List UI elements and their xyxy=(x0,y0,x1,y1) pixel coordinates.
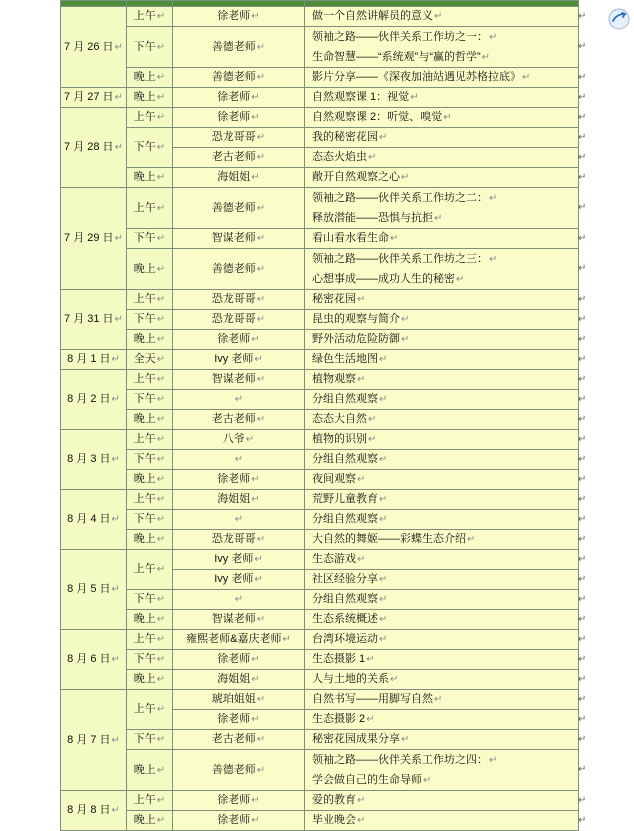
date-cell: 8 月 2 日↵ xyxy=(61,370,127,430)
topic-cell: 分组自然观察↵ xyxy=(305,450,579,470)
teacher-cell: 老古老师↵ xyxy=(173,410,305,430)
date-cell: 8 月 5 日↵ xyxy=(61,550,127,630)
teacher-cell: 善德老师↵ xyxy=(173,27,305,68)
topic-cell: 影片分享——《深夜加油站遇见苏格拉底》↵ xyxy=(305,68,579,88)
time-cell: 上午↵ xyxy=(127,490,173,510)
teacher-cell: 智谋老师↵ xyxy=(173,370,305,390)
time-cell: 晚上↵ xyxy=(127,249,173,290)
topic-cell: 荒野儿童教育↵ xyxy=(305,490,579,510)
teacher-cell: 海姐姐↵ xyxy=(173,168,305,188)
topic-cell: 秘密花园↵ xyxy=(305,290,579,310)
topic-cell: 分组自然观察↵ xyxy=(305,590,579,610)
teacher-cell: 海姐姐↵ xyxy=(173,490,305,510)
row-end-mark: ↵ xyxy=(578,713,587,725)
date-cell: 8 月 3 日↵ xyxy=(61,430,127,490)
teacher-cell: 善德老师↵ xyxy=(173,750,305,791)
teacher-cell: 智谋老师↵ xyxy=(173,610,305,630)
time-cell: 下午↵ xyxy=(127,650,173,670)
topic-cell: 生态系统概述↵ xyxy=(305,610,579,630)
table-row xyxy=(61,590,579,610)
row-end-mark: ↵ xyxy=(578,263,587,274)
topic-cell: 敞开自然观察之心↵ xyxy=(305,168,579,188)
topic-cell: 绿色生活地图↵ xyxy=(305,350,579,370)
row-end-mark: ↵ xyxy=(578,10,587,22)
topic-cell: 生态游戏↵ xyxy=(305,550,579,570)
row-end-mark: ↵ xyxy=(578,733,587,745)
topic-cell: 自然观察课 2：听觉、嗅觉↵ xyxy=(305,108,579,128)
row-end-mark: ↵ xyxy=(578,453,587,465)
time-cell: 上午↵ xyxy=(127,290,173,310)
time-cell: 上午↵ xyxy=(127,791,173,811)
topic-cell: 分组自然观察↵ xyxy=(305,510,579,530)
date-cell: 8 月 8 日↵ xyxy=(61,791,127,831)
row-end-mark: ↵ xyxy=(578,393,587,405)
row-end-mark: ↵ xyxy=(578,673,587,685)
table-row xyxy=(61,108,579,128)
table-row xyxy=(61,530,579,550)
topic-cell: 态态大自然↵ xyxy=(305,410,579,430)
time-cell: 下午↵ xyxy=(127,229,173,249)
topic-cell: 秘密花园成果分享↵ xyxy=(305,730,579,750)
topic-cell: 夜间观察↵ xyxy=(305,470,579,490)
teacher-cell: ↵ xyxy=(173,390,305,410)
time-cell: 下午↵ xyxy=(127,27,173,68)
table-row xyxy=(61,811,579,831)
topic-cell: 看山看水看生命↵ xyxy=(305,229,579,249)
topic-cell: 植物的识别↵ xyxy=(305,430,579,450)
teacher-cell: Ivy 老师↵ xyxy=(173,550,305,570)
teacher-cell: 徐老师↵ xyxy=(173,108,305,128)
time-cell: 上午↵ xyxy=(127,430,173,450)
teacher-cell: 恐龙哥哥↵ xyxy=(173,530,305,550)
topic-cell: 生态摄影 1↵ xyxy=(305,650,579,670)
teacher-cell: 老古老师↵ xyxy=(173,148,305,168)
topic-cell: 人与土地的关系↵ xyxy=(305,670,579,690)
table-row xyxy=(61,188,579,229)
row-end-mark: ↵ xyxy=(578,91,587,103)
topic-cell: 领袖之路——伙伴关系工作坊之三：↵ 心想事成——成功人生的秘密↵ xyxy=(305,249,579,290)
row-end-mark: ↵ xyxy=(578,353,587,365)
topic-cell: 昆虫的观察与简介↵ xyxy=(305,310,579,330)
time-cell: 上午↵ xyxy=(127,630,173,650)
time-cell: 上午↵ xyxy=(127,690,173,730)
table-row xyxy=(61,168,579,188)
table-row xyxy=(61,370,579,390)
table-row xyxy=(61,730,579,750)
teacher-cell: 徐老师↵ xyxy=(173,330,305,350)
topic-cell: 植物观察↵ xyxy=(305,370,579,390)
time-cell: 晚上↵ xyxy=(127,811,173,831)
topic-cell: 爱的教育↵ xyxy=(305,791,579,811)
row-end-mark: ↵ xyxy=(578,513,587,525)
topic-cell: 毕业晚会↵ xyxy=(305,811,579,831)
table-row xyxy=(61,410,579,430)
date-cell: 7 月 26 日↵ xyxy=(61,7,127,88)
row-end-mark: ↵ xyxy=(578,111,587,123)
topic-cell: 我的秘密花园↵ xyxy=(305,128,579,148)
row-end-mark: ↵ xyxy=(578,633,587,645)
teacher-cell: 雍熙老师&嘉庆老师↵ xyxy=(173,630,305,650)
date-cell: 8 月 6 日↵ xyxy=(61,630,127,690)
teacher-cell: 恐龙哥哥↵ xyxy=(173,290,305,310)
teacher-cell: ↵ xyxy=(173,450,305,470)
table-row xyxy=(61,128,579,148)
row-end-mark: ↵ xyxy=(578,413,587,425)
row-end-mark: ↵ xyxy=(578,533,587,545)
time-cell: 晚上↵ xyxy=(127,410,173,430)
teacher-cell: 八爷↵ xyxy=(173,430,305,450)
teacher-cell: 徐老师↵ xyxy=(173,811,305,831)
time-cell: 晚上↵ xyxy=(127,610,173,630)
row-end-mark: ↵ xyxy=(578,202,587,213)
topic-cell: 生态摄影 2↵ xyxy=(305,710,579,730)
teacher-cell: 老古老师↵ xyxy=(173,730,305,750)
table-row xyxy=(61,430,579,450)
row-end-mark: ↵ xyxy=(578,794,587,806)
time-cell: 晚上↵ xyxy=(127,68,173,88)
time-cell: 下午↵ xyxy=(127,390,173,410)
teacher-cell: 善德老师↵ xyxy=(173,249,305,290)
row-end-mark: ↵ xyxy=(578,232,587,244)
table-row xyxy=(61,290,579,310)
row-end-mark: ↵ xyxy=(578,693,587,705)
topic-cell: 领袖之路——伙伴关系工作坊之二：↵ 释放潜能——恐惧与抗拒↵ xyxy=(305,188,579,229)
table-row xyxy=(61,249,579,290)
topic-cell: 领袖之路——伙伴关系工作坊之一：↵ 生命智慧——“系统观”与“赢的哲学”↵ xyxy=(305,27,579,68)
schedule-document xyxy=(60,0,578,831)
row-end-mark: ↵ xyxy=(578,653,587,665)
date-cell: 7 月 31 日↵ xyxy=(61,290,127,350)
time-cell: 上午↵ xyxy=(127,370,173,390)
teacher-cell: 徐老师↵ xyxy=(173,710,305,730)
date-cell: 7 月 27 日↵ xyxy=(61,88,127,108)
topic-cell: 野外活动危险防御↵ xyxy=(305,330,579,350)
topic-cell: 自然观察课 1：视觉↵ xyxy=(305,88,579,108)
teacher-cell: 善德老师↵ xyxy=(173,188,305,229)
row-end-mark: ↵ xyxy=(578,814,587,826)
teacher-cell: ↵ xyxy=(173,590,305,610)
topic-cell: 自然书写——用脚写自然↵ xyxy=(305,690,579,710)
time-cell: 上午↵ xyxy=(127,7,173,27)
table-row xyxy=(61,690,579,710)
date-cell: 8 月 1 日↵ xyxy=(61,350,127,370)
teacher-cell: 徐老师↵ xyxy=(173,791,305,811)
time-cell: 下午↵ xyxy=(127,730,173,750)
row-end-mark: ↵ xyxy=(578,171,587,183)
time-cell: 晚上↵ xyxy=(127,530,173,550)
teacher-cell: 徐老师↵ xyxy=(173,7,305,27)
topic-cell: 台湾环境运动↵ xyxy=(305,630,579,650)
table-row xyxy=(61,490,579,510)
row-end-mark: ↵ xyxy=(578,433,587,445)
date-cell: 7 月 29 日↵ xyxy=(61,188,127,290)
table-row xyxy=(61,670,579,690)
time-cell: 下午↵ xyxy=(127,590,173,610)
table-row xyxy=(61,750,579,791)
row-end-mark: ↵ xyxy=(578,573,587,585)
table-row xyxy=(61,390,579,410)
table-row xyxy=(61,630,579,650)
table-row xyxy=(61,330,579,350)
time-cell: 晚上↵ xyxy=(127,750,173,791)
row-end-mark: ↵ xyxy=(578,151,587,163)
teacher-cell: 海姐姐↵ xyxy=(173,670,305,690)
time-cell: 下午↵ xyxy=(127,310,173,330)
teacher-cell: 善德老师↵ xyxy=(173,68,305,88)
teacher-cell: 恐龙哥哥↵ xyxy=(173,128,305,148)
date-cell: 8 月 7 日↵ xyxy=(61,690,127,791)
table-row xyxy=(61,88,579,108)
time-cell: 上午↵ xyxy=(127,188,173,229)
row-end-mark: ↵ xyxy=(578,764,587,775)
teacher-cell: 琥珀姐姐↵ xyxy=(173,690,305,710)
row-end-mark: ↵ xyxy=(578,613,587,625)
teacher-cell: Ivy 老师↵ xyxy=(173,570,305,590)
row-end-mark: ↵ xyxy=(578,373,587,385)
time-cell: 下午↵ xyxy=(127,128,173,168)
teacher-cell: 徐老师↵ xyxy=(173,88,305,108)
row-end-mark: ↵ xyxy=(578,553,587,565)
topic-cell: 社区经验分享↵ xyxy=(305,570,579,590)
table-row xyxy=(61,791,579,811)
row-end-mark: ↵ xyxy=(578,131,587,143)
time-cell: 上午↵ xyxy=(127,550,173,590)
date-cell: 8 月 4 日↵ xyxy=(61,490,127,550)
time-cell: 晚上↵ xyxy=(127,330,173,350)
teacher-cell: Ivy 老师↵ xyxy=(173,350,305,370)
teacher-cell: 徐老师↵ xyxy=(173,650,305,670)
table-row xyxy=(61,450,579,470)
table-row xyxy=(61,27,579,68)
table-row xyxy=(61,68,579,88)
row-end-mark: ↵ xyxy=(578,493,587,505)
time-cell: 上午↵ xyxy=(127,108,173,128)
schedule-table xyxy=(60,0,579,831)
topic-cell: 分组自然观察↵ xyxy=(305,390,579,410)
table-row xyxy=(61,470,579,490)
time-cell: 下午↵ xyxy=(127,510,173,530)
row-end-mark: ↵ xyxy=(578,473,587,485)
table-row xyxy=(61,550,579,570)
table-row xyxy=(61,610,579,630)
row-end-mark: ↵ xyxy=(578,593,587,605)
row-end-mark: ↵ xyxy=(578,333,587,345)
table-row xyxy=(61,229,579,249)
time-cell: 晚上↵ xyxy=(127,168,173,188)
table-row xyxy=(61,510,579,530)
share-icon[interactable] xyxy=(608,8,630,30)
date-cell: 7 月 28 日↵ xyxy=(61,108,127,188)
row-end-mark: ↵ xyxy=(578,71,587,83)
topic-cell: 态态火焰虫↵ xyxy=(305,148,579,168)
time-cell: 晚上↵ xyxy=(127,670,173,690)
teacher-cell: ↵ xyxy=(173,510,305,530)
time-cell: 晚上↵ xyxy=(127,88,173,108)
teacher-cell: 徐老师↵ xyxy=(173,470,305,490)
table-row xyxy=(61,350,579,370)
row-end-mark: ↵ xyxy=(578,293,587,305)
time-cell: 下午↵ xyxy=(127,450,173,470)
topic-cell: 大自然的舞姬——彩蝶生态介绍↵ xyxy=(305,530,579,550)
table-row xyxy=(61,310,579,330)
time-cell: 晚上↵ xyxy=(127,470,173,490)
row-end-mark: ↵ xyxy=(578,313,587,325)
topic-cell: 领袖之路——伙伴关系工作坊之四：↵ 学会做自己的生命导师↵ xyxy=(305,750,579,791)
teacher-cell: 智谋老师↵ xyxy=(173,229,305,249)
topic-cell: 做一个自然讲解员的意义↵ xyxy=(305,7,579,27)
table-row xyxy=(61,7,579,27)
teacher-cell: 恐龙哥哥↵ xyxy=(173,310,305,330)
time-cell: 全天↵ xyxy=(127,350,173,370)
row-end-mark: ↵ xyxy=(578,41,587,52)
table-row xyxy=(61,650,579,670)
